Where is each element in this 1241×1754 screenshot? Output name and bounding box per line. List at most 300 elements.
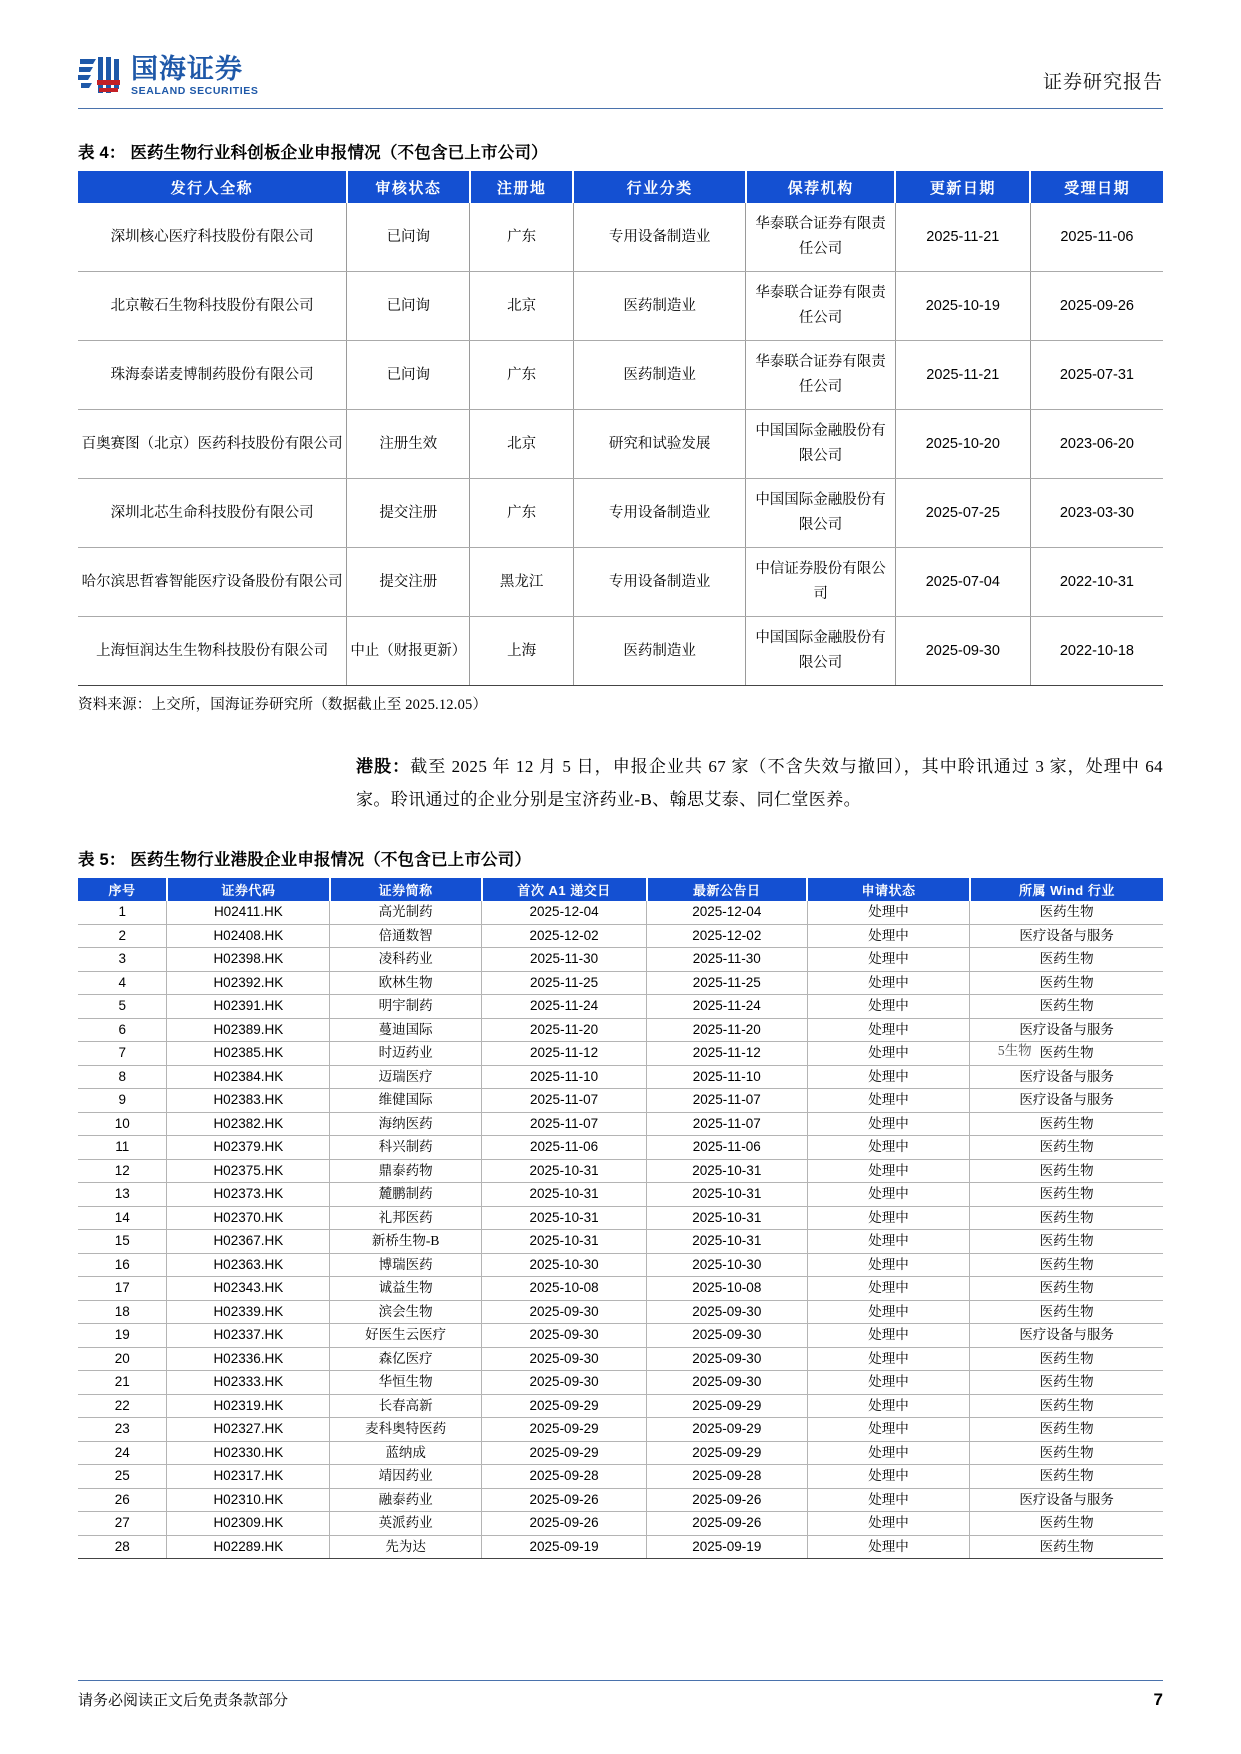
- table-row: [78, 1300, 1163, 1324]
- cell-a1-date: 2025-10-31: [482, 1183, 647, 1207]
- cell-app-state: 处理中: [807, 1394, 970, 1418]
- table5-header-row: [78, 878, 1163, 901]
- cell-sec-name: 长春高新: [330, 1394, 482, 1418]
- cell-location: 黑龙江: [470, 548, 574, 617]
- cell-sponsor: 中国国际金融股份有限公司: [746, 617, 895, 686]
- cell-wind-industry: 医疗设备与服务: [970, 1324, 1163, 1348]
- cell-latest-date: 2025-11-12: [647, 1042, 808, 1066]
- hk-summary-label: 港股：: [356, 757, 411, 776]
- hk-summary-text: 截至 2025 年 12 月 5 日，申报企业共 67 家（不含失效与撤回），其中聆讯通过 3 家，处理中 64 家。聆讯通过的企业分别是宝济药业-B、翰思艾泰、同仁堂医养。: [356, 757, 1163, 810]
- table-row: [78, 548, 1163, 617]
- table-row: [78, 1183, 1163, 1207]
- cell-index: 22: [78, 1394, 167, 1418]
- cell-index: 14: [78, 1206, 167, 1230]
- table-row: [78, 203, 1163, 272]
- cell-sec-name: 蔓迪国际: [330, 1018, 482, 1042]
- cell-latest-date: 2025-10-30: [647, 1253, 808, 1277]
- cell-sponsor: 中国国际金融股份有限公司: [746, 479, 895, 548]
- table-row: [78, 924, 1163, 948]
- cell-app-state: 处理中: [807, 1206, 970, 1230]
- cell-sec-name: 英派药业: [330, 1512, 482, 1536]
- cell-a1-date: 2025-09-28: [482, 1465, 647, 1489]
- cell-a1-date: 2025-09-29: [482, 1418, 647, 1442]
- cell-sec-code: H02398.HK: [167, 948, 330, 972]
- brand-wordmark: [131, 53, 259, 97]
- header-divider: [78, 108, 1163, 109]
- cell-index: 11: [78, 1136, 167, 1160]
- cell-app-state: 处理中: [807, 1018, 970, 1042]
- table-row: [78, 1441, 1163, 1465]
- cell-sec-code: H02408.HK: [167, 924, 330, 948]
- cell-latest-date: 2025-11-07: [647, 1112, 808, 1136]
- cell-index: 19: [78, 1324, 167, 1348]
- th-industry: 行业分类: [573, 171, 745, 203]
- cell-accept-date: 2025-11-06: [1030, 203, 1163, 272]
- cell-sec-code: H02337.HK: [167, 1324, 330, 1348]
- page-number: 7: [1153, 1690, 1163, 1709]
- cell-location: 北京: [470, 410, 574, 479]
- cell-a1-date: 2025-09-29: [482, 1441, 647, 1465]
- cell-app-state: 处理中: [807, 1512, 970, 1536]
- cell-index: 21: [78, 1371, 167, 1395]
- cell-sec-code: H02289.HK: [167, 1535, 330, 1559]
- cell-sec-name: 时迈药业: [330, 1042, 482, 1066]
- cell-sec-code: H02330.HK: [167, 1441, 330, 1465]
- cell-index: 25: [78, 1465, 167, 1489]
- cell-wind-industry: 医药生物: [970, 1253, 1163, 1277]
- page-footer: [78, 1680, 1163, 1710]
- cell-a1-date: 2025-10-30: [482, 1253, 647, 1277]
- cell-a1-date: 2025-09-30: [482, 1347, 647, 1371]
- cell-industry: 专用设备制造业: [573, 203, 745, 272]
- cell-wind-industry: 医药生物: [970, 1277, 1163, 1301]
- table-row: [78, 971, 1163, 995]
- table-row: [78, 1042, 1163, 1066]
- cell-index: 5: [78, 995, 167, 1019]
- cell-index: 20: [78, 1347, 167, 1371]
- th-sponsor: 保荐机构: [746, 171, 895, 203]
- cell-wind-industry: 医药生物: [970, 1347, 1163, 1371]
- footer-disclaimer: 请务必阅读正文后免责条款部分: [78, 1693, 289, 1709]
- cell-sec-code: H02343.HK: [167, 1277, 330, 1301]
- cell-index: 6: [78, 1018, 167, 1042]
- cell-accept-date: 2022-10-18: [1030, 617, 1163, 686]
- cell-app-state: 处理中: [807, 1347, 970, 1371]
- table-row: [78, 1253, 1163, 1277]
- cell-app-state: 处理中: [807, 1065, 970, 1089]
- cell-issuer: 深圳北芯生命科技股份有限公司: [78, 479, 347, 548]
- cell-wind-industry: 医疗设备与服务: [970, 1089, 1163, 1113]
- cell-sec-code: H02389.HK: [167, 1018, 330, 1042]
- cell-a1-date: 2025-10-31: [482, 1230, 647, 1254]
- cell-index: 9: [78, 1089, 167, 1113]
- cell-sec-name: 森亿医疗: [330, 1347, 482, 1371]
- table-row: [78, 341, 1163, 410]
- cell-industry: 医药制造业: [573, 617, 745, 686]
- cell-index: 27: [78, 1512, 167, 1536]
- cell-a1-date: 2025-09-30: [482, 1300, 647, 1324]
- cell-app-state: 处理中: [807, 901, 970, 924]
- table-row: [78, 948, 1163, 972]
- cell-app-state: 处理中: [807, 1136, 970, 1160]
- cell-a1-date: 2025-11-25: [482, 971, 647, 995]
- cell-a1-date: 2025-10-31: [482, 1159, 647, 1183]
- cell-index: 3: [78, 948, 167, 972]
- cell-issuer: 北京鞍石生物科技股份有限公司: [78, 272, 347, 341]
- cell-a1-date: 2025-11-07: [482, 1112, 647, 1136]
- cell-location: 上海: [470, 617, 574, 686]
- th-accept: 受理日期: [1030, 171, 1163, 203]
- cell-sec-name: 麦科奥特医药: [330, 1418, 482, 1442]
- cell-latest-date: 2025-11-20: [647, 1018, 808, 1042]
- cell-sec-name: 倍通数智: [330, 924, 482, 948]
- cell-a1-date: 2025-09-29: [482, 1394, 647, 1418]
- cell-sec-name: 融泰药业: [330, 1488, 482, 1512]
- cell-index: 18: [78, 1300, 167, 1324]
- cell-industry: 医药制造业: [573, 272, 745, 341]
- cell-wind-industry: 医药生物: [970, 1042, 1163, 1066]
- cell-accept-date: 2025-07-31: [1030, 341, 1163, 410]
- cell-index: 24: [78, 1441, 167, 1465]
- cell-app-state: 处理中: [807, 1277, 970, 1301]
- cell-issuer: 上海恒润达生生物科技股份有限公司: [78, 617, 347, 686]
- hk-summary-paragraph: [78, 750, 1163, 816]
- cell-index: 23: [78, 1418, 167, 1442]
- cell-sec-code: H02411.HK: [167, 901, 330, 924]
- scan-artifact-text: 5生物: [997, 1042, 1032, 1058]
- cell-wind-industry: 医药生物: [970, 1394, 1163, 1418]
- cell-index: 17: [78, 1277, 167, 1301]
- cell-latest-date: 2025-11-30: [647, 948, 808, 972]
- page-header: [78, 0, 1163, 96]
- cell-app-state: 处理中: [807, 1230, 970, 1254]
- cell-sponsor: 中信证券股份有限公司: [746, 548, 895, 617]
- cell-status: 已问询: [347, 203, 470, 272]
- cell-app-state: 处理中: [807, 1371, 970, 1395]
- cell-latest-date: 2025-12-04: [647, 901, 808, 924]
- cell-update-date: 2025-07-25: [895, 479, 1030, 548]
- cell-update-date: 2025-10-19: [895, 272, 1030, 341]
- cell-latest-date: 2025-09-30: [647, 1300, 808, 1324]
- cell-sec-name: 博瑞医药: [330, 1253, 482, 1277]
- th-wind-ind: 所属 Wind 行业: [970, 878, 1163, 901]
- cell-index: 15: [78, 1230, 167, 1254]
- cell-location: 北京: [470, 272, 574, 341]
- th-latest: 最新公告日: [647, 878, 808, 901]
- th-status: 审核状态: [347, 171, 470, 203]
- cell-a1-date: 2025-10-08: [482, 1277, 647, 1301]
- cell-sec-name: 海纳医药: [330, 1112, 482, 1136]
- cell-accept-date: 2022-10-31: [1030, 548, 1163, 617]
- cell-status: 注册生效: [347, 410, 470, 479]
- cell-sponsor: 华泰联合证券有限责任公司: [746, 203, 895, 272]
- cell-issuer: 百奥赛图（北京）医药科技股份有限公司: [78, 410, 347, 479]
- sealand-logo-icon: [78, 56, 122, 96]
- cell-app-state: 处理中: [807, 948, 970, 972]
- table-row: [78, 1418, 1163, 1442]
- cell-index: 10: [78, 1112, 167, 1136]
- cell-sec-name: 鼎泰药物: [330, 1159, 482, 1183]
- cell-a1-date: 2025-11-06: [482, 1136, 647, 1160]
- cell-latest-date: 2025-10-31: [647, 1159, 808, 1183]
- cell-issuer: 珠海泰诺麦博制药股份有限公司: [78, 341, 347, 410]
- table-row: [78, 901, 1163, 924]
- cell-app-state: 处理中: [807, 995, 970, 1019]
- cell-index: 13: [78, 1183, 167, 1207]
- table-row: [78, 995, 1163, 1019]
- cell-app-state: 处理中: [807, 1183, 970, 1207]
- cell-latest-date: 2025-10-08: [647, 1277, 808, 1301]
- cell-sec-name: 麓鹏制药: [330, 1183, 482, 1207]
- cell-index: 12: [78, 1159, 167, 1183]
- cell-status: 已问询: [347, 272, 470, 341]
- cell-app-state: 处理中: [807, 1488, 970, 1512]
- table-row: [78, 1112, 1163, 1136]
- table-row: [78, 1512, 1163, 1536]
- cell-wind-industry: 医药生物: [970, 1441, 1163, 1465]
- cell-index: 1: [78, 901, 167, 924]
- cell-a1-date: 2025-09-30: [482, 1324, 647, 1348]
- cell-status: 中止（财报更新）: [347, 617, 470, 686]
- cell-app-state: 处理中: [807, 1441, 970, 1465]
- cell-sec-code: H02375.HK: [167, 1159, 330, 1183]
- cell-sec-code: H02379.HK: [167, 1136, 330, 1160]
- cell-app-state: 处理中: [807, 1418, 970, 1442]
- cell-app-state: 处理中: [807, 1253, 970, 1277]
- cell-wind-industry: 医药生物: [970, 1371, 1163, 1395]
- cell-app-state: 处理中: [807, 1112, 970, 1136]
- table5-hk-filings: [78, 878, 1163, 1559]
- table-row: [78, 1089, 1163, 1113]
- cell-wind-industry: 医药生物: [970, 1112, 1163, 1136]
- cell-sec-name: 先为达: [330, 1535, 482, 1559]
- cell-index: 8: [78, 1065, 167, 1089]
- cell-wind-industry: 医药生物: [970, 995, 1163, 1019]
- cell-latest-date: 2025-09-30: [647, 1347, 808, 1371]
- cell-sec-code: H02317.HK: [167, 1465, 330, 1489]
- cell-issuer: 哈尔滨思哲睿智能医疗设备股份有限公司: [78, 548, 347, 617]
- cell-a1-date: 2025-11-30: [482, 948, 647, 972]
- cell-sec-name: 高光制药: [330, 901, 482, 924]
- cell-latest-date: 2025-09-28: [647, 1465, 808, 1489]
- cell-sec-code: H02385.HK: [167, 1042, 330, 1066]
- cell-latest-date: 2025-09-30: [647, 1371, 808, 1395]
- cell-app-state: 处理中: [807, 1465, 970, 1489]
- table-row: [78, 1347, 1163, 1371]
- cell-wind-industry: 医疗设备与服务: [970, 924, 1163, 948]
- table4-source-note: 资料来源：上交所，国海证券研究所（数据截止至 2025.12.05）: [78, 697, 488, 713]
- th-sec-name: 证券简称: [330, 878, 482, 901]
- cell-location: 广东: [470, 479, 574, 548]
- th-issuer: 发行人全称: [78, 171, 347, 203]
- cell-latest-date: 2025-11-25: [647, 971, 808, 995]
- table-row: [78, 1230, 1163, 1254]
- cell-wind-industry: 医药生物: [970, 901, 1163, 924]
- cell-accept-date: 2023-06-20: [1030, 410, 1163, 479]
- cell-latest-date: 2025-09-19: [647, 1535, 808, 1559]
- cell-a1-date: 2025-09-30: [482, 1371, 647, 1395]
- cell-sec-name: 欧林生物: [330, 971, 482, 995]
- cell-latest-date: 2025-11-07: [647, 1089, 808, 1113]
- cell-a1-date: 2025-09-26: [482, 1512, 647, 1536]
- cell-a1-date: 2025-09-26: [482, 1488, 647, 1512]
- cell-sec-code: H02373.HK: [167, 1183, 330, 1207]
- cell-issuer: 深圳核心医疗科技股份有限公司: [78, 203, 347, 272]
- cell-sec-name: 华恒生物: [330, 1371, 482, 1395]
- table4-kechuangban-filings: [78, 171, 1163, 686]
- cell-wind-industry: 医疗设备与服务: [970, 1488, 1163, 1512]
- cell-location: 广东: [470, 341, 574, 410]
- cell-status: 提交注册: [347, 548, 470, 617]
- th-location: 注册地: [470, 171, 574, 203]
- cell-sec-code: H02383.HK: [167, 1089, 330, 1113]
- cell-latest-date: 2025-12-02: [647, 924, 808, 948]
- cell-index: 28: [78, 1535, 167, 1559]
- cell-sec-code: H02382.HK: [167, 1112, 330, 1136]
- cell-app-state: 处理中: [807, 1324, 970, 1348]
- th-index: 序号: [78, 878, 167, 901]
- cell-wind-industry: 医药生物: [970, 1159, 1163, 1183]
- table-row: [78, 479, 1163, 548]
- table-row: [78, 1159, 1163, 1183]
- cell-latest-date: 2025-10-31: [647, 1230, 808, 1254]
- cell-app-state: 处理中: [807, 1159, 970, 1183]
- cell-sec-name: 礼邦医药: [330, 1206, 482, 1230]
- cell-latest-date: 2025-09-30: [647, 1324, 808, 1348]
- cell-index: 7: [78, 1042, 167, 1066]
- cell-latest-date: 2025-11-06: [647, 1136, 808, 1160]
- cell-latest-date: 2025-09-29: [647, 1441, 808, 1465]
- cell-sponsor: 华泰联合证券有限责任公司: [746, 341, 895, 410]
- cell-sec-code: H02333.HK: [167, 1371, 330, 1395]
- cell-a1-date: 2025-11-12: [482, 1042, 647, 1066]
- cell-update-date: 2025-11-21: [895, 341, 1030, 410]
- table4-caption: 表 4： 医药生物行业科创板企业申报情况（不包含已上市公司）: [78, 144, 548, 162]
- cell-sec-code: H02392.HK: [167, 971, 330, 995]
- cell-index: 2: [78, 924, 167, 948]
- cell-sec-code: H02384.HK: [167, 1065, 330, 1089]
- cell-a1-date: 2025-12-02: [482, 924, 647, 948]
- brand-logo: [78, 53, 259, 97]
- table-row: [78, 1488, 1163, 1512]
- cell-wind-industry: 医药生物: [970, 1206, 1163, 1230]
- cell-app-state: 处理中: [807, 1042, 970, 1066]
- cell-a1-date: 2025-11-10: [482, 1065, 647, 1089]
- cell-update-date: 2025-11-21: [895, 203, 1030, 272]
- cell-a1-date: 2025-11-07: [482, 1089, 647, 1113]
- cell-status: 已问询: [347, 341, 470, 410]
- cell-app-state: 处理中: [807, 1300, 970, 1324]
- brand-name-en: SEALAND SECURITIES: [131, 84, 259, 97]
- table-row: [78, 1535, 1163, 1559]
- th-a1-date: 首次 A1 递交日: [482, 878, 647, 901]
- cell-a1-date: 2025-11-24: [482, 995, 647, 1019]
- cell-a1-date: 2025-10-31: [482, 1206, 647, 1230]
- cell-industry: 专用设备制造业: [573, 548, 745, 617]
- cell-industry: 研究和试验发展: [573, 410, 745, 479]
- table-row: [78, 410, 1163, 479]
- cell-update-date: 2025-09-30: [895, 617, 1030, 686]
- cell-sec-name: 明宇制药: [330, 995, 482, 1019]
- cell-wind-industry: 医药生物: [970, 1418, 1163, 1442]
- table-row: [78, 1277, 1163, 1301]
- cell-sec-code: H02310.HK: [167, 1488, 330, 1512]
- table4-header-row: [78, 171, 1163, 203]
- th-sec-code: 证券代码: [167, 878, 330, 901]
- cell-sec-code: H02363.HK: [167, 1253, 330, 1277]
- cell-update-date: 2025-10-20: [895, 410, 1030, 479]
- th-update: 更新日期: [895, 171, 1030, 203]
- cell-sec-name: 诚益生物: [330, 1277, 482, 1301]
- cell-location: 广东: [470, 203, 574, 272]
- cell-latest-date: 2025-09-26: [647, 1512, 808, 1536]
- table-row: [78, 1371, 1163, 1395]
- cell-accept-date: 2023-03-30: [1030, 479, 1163, 548]
- cell-latest-date: 2025-09-26: [647, 1488, 808, 1512]
- cell-sec-code: H02367.HK: [167, 1230, 330, 1254]
- cell-status: 提交注册: [347, 479, 470, 548]
- table-row: [78, 1465, 1163, 1489]
- cell-sec-name: 迈瑞医疗: [330, 1065, 482, 1089]
- cell-a1-date: 2025-09-19: [482, 1535, 647, 1559]
- cell-sec-name: 好医生云医疗: [330, 1324, 482, 1348]
- cell-wind-industry: 医药生物: [970, 1300, 1163, 1324]
- cell-sec-name: 新桥生物-B: [330, 1230, 482, 1254]
- cell-wind-industry: 医药生物: [970, 1136, 1163, 1160]
- cell-sec-name: 凌科药业: [330, 948, 482, 972]
- cell-sponsor: 中国国际金融股份有限公司: [746, 410, 895, 479]
- table-row: [78, 272, 1163, 341]
- cell-latest-date: 2025-09-29: [647, 1418, 808, 1442]
- cell-sec-code: H02309.HK: [167, 1512, 330, 1536]
- cell-wind-industry: 医药生物: [970, 1512, 1163, 1536]
- cell-sec-name: 滨会生物: [330, 1300, 482, 1324]
- cell-index: 4: [78, 971, 167, 995]
- cell-wind-industry: 医疗设备与服务: [970, 1065, 1163, 1089]
- cell-sec-code: H02339.HK: [167, 1300, 330, 1324]
- cell-accept-date: 2025-09-26: [1030, 272, 1163, 341]
- cell-wind-industry: 医药生物: [970, 948, 1163, 972]
- cell-sec-code: H02327.HK: [167, 1418, 330, 1442]
- table-row: [78, 1206, 1163, 1230]
- cell-index: 26: [78, 1488, 167, 1512]
- cell-industry: 专用设备制造业: [573, 479, 745, 548]
- cell-sec-code: H02319.HK: [167, 1394, 330, 1418]
- th-app-state: 申请状态: [807, 878, 970, 901]
- cell-wind-industry: 医药生物: [970, 1465, 1163, 1489]
- cell-wind-industry: 医药生物: [970, 1183, 1163, 1207]
- cell-latest-date: 2025-09-29: [647, 1394, 808, 1418]
- cell-app-state: 处理中: [807, 924, 970, 948]
- cell-app-state: 处理中: [807, 1535, 970, 1559]
- cell-sec-code: H02336.HK: [167, 1347, 330, 1371]
- table5-caption: 表 5： 医药生物行业港股企业申报情况（不包含已上市公司）: [78, 851, 532, 870]
- cell-sec-name: 科兴制药: [330, 1136, 482, 1160]
- cell-latest-date: 2025-10-31: [647, 1206, 808, 1230]
- cell-index: 16: [78, 1253, 167, 1277]
- cell-a1-date: 2025-11-20: [482, 1018, 647, 1042]
- cell-a1-date: 2025-12-04: [482, 901, 647, 924]
- cell-sec-name: 靖因药业: [330, 1465, 482, 1489]
- cell-wind-industry: 医药生物: [970, 971, 1163, 995]
- cell-sponsor: 华泰联合证券有限责任公司: [746, 272, 895, 341]
- cell-sec-name: 蓝纳成: [330, 1441, 482, 1465]
- cell-sec-name: 维健国际: [330, 1089, 482, 1113]
- cell-wind-industry: 医疗设备与服务: [970, 1018, 1163, 1042]
- cell-latest-date: 2025-11-24: [647, 995, 808, 1019]
- cell-app-state: 处理中: [807, 1089, 970, 1113]
- cell-update-date: 2025-07-04: [895, 548, 1030, 617]
